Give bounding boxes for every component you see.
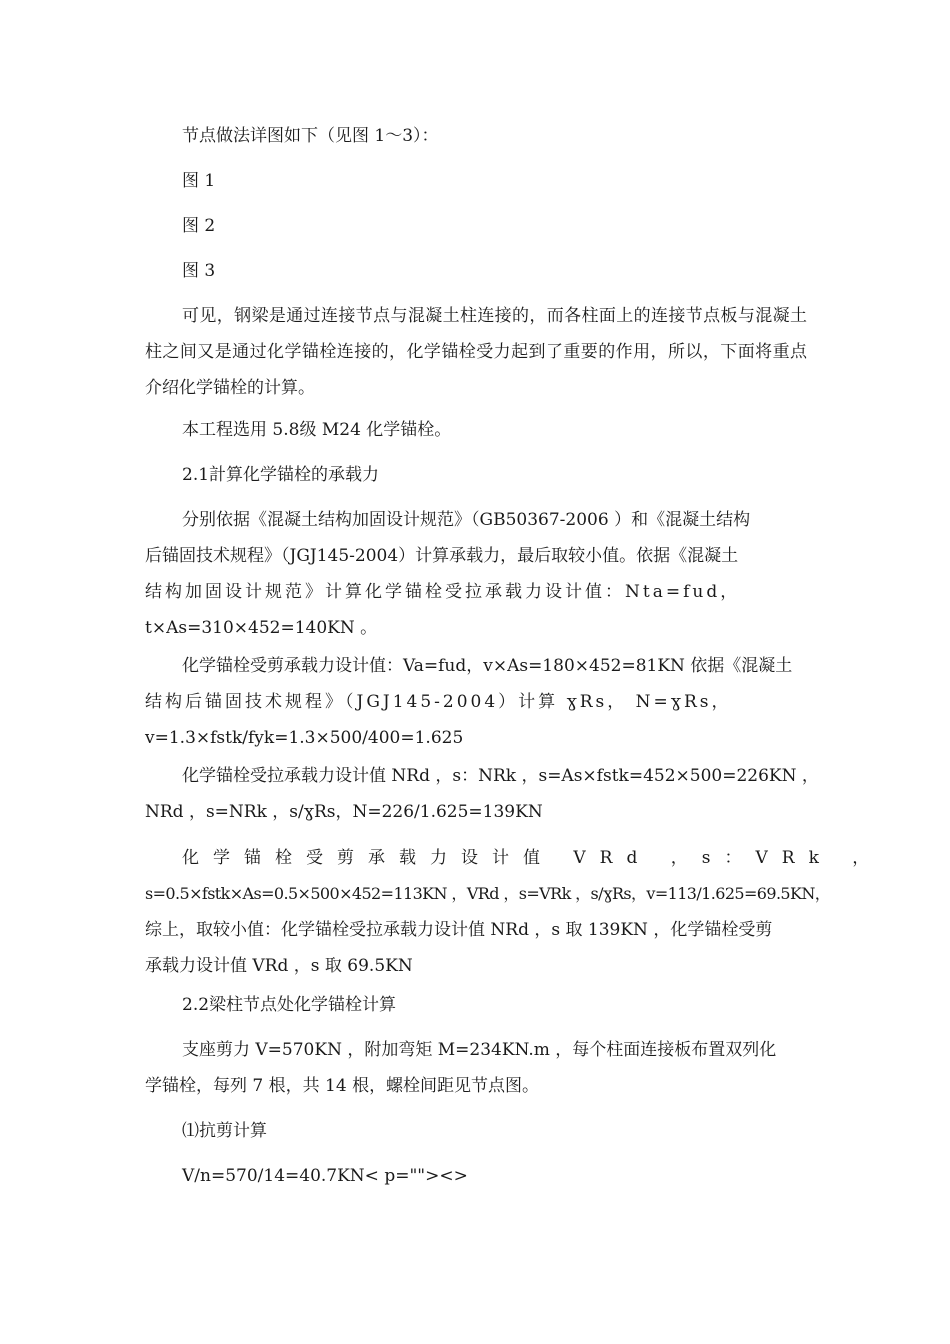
paragraph-tension-design bbox=[145, 758, 819, 830]
paragraph-shear-line-1: 化学锚栓受剪承载力设计值：Va=fud，v×As=180×452=81KN 依据《混凝土 bbox=[182, 656, 793, 676]
paragraph-shear-design-line-4: 承载力设计值 VRd ，s 取 69.5KN bbox=[145, 956, 413, 976]
heading-shear-calc: ⑴抗剪计算 bbox=[182, 1121, 267, 1141]
paragraph-shear-line-2: 结构后锚固技术规程》（JGJ145-2004）计算 ɣRs， N=ɣRs， bbox=[145, 692, 732, 712]
figure-1-caption: 图 1 bbox=[182, 171, 216, 191]
paragraph-shear-capacity bbox=[145, 648, 807, 756]
paragraph-basis-line-1: 分别依据《混凝土结构加固设计规范》（GB50367-2006 ）和《混凝土结构 bbox=[182, 510, 751, 530]
paragraph-tension-line-1: 化学锚栓受拉承载力设计值 NRd ，s：NRk ，s=As×fstk=452×500=226KN ， bbox=[182, 766, 819, 786]
paragraph-basis-line-2: 后锚固技术规程》（JGJ145-2004）计算承载力，最后取较小值。依据《混凝土 bbox=[145, 546, 739, 566]
intro-paragraph: 节点做法详图如下（见图 1～3）： bbox=[182, 126, 439, 146]
paragraph-visible: 可见，钢梁是通过连接节点与混凝土柱连接的，而各柱面上的连接节点板与混凝土柱之间又是通过化学锚栓连接的，化学锚栓受力起到了重要的作用，所以，下面将重点介绍化学锚栓的计算。 bbox=[145, 306, 807, 398]
figure-3-caption: 图 3 bbox=[182, 261, 216, 281]
formula-vn: V/n=570/14=40.7KN< p=""><> bbox=[182, 1166, 468, 1186]
paragraph-support-line-1: 支座剪力 V=570KN ，附加弯矩 M=234KN.m ，每个柱面连接板布置双列化 bbox=[182, 1040, 777, 1060]
heading-2-1: 2.1計算化学锚栓的承载力 bbox=[182, 465, 380, 485]
paragraph-shear-design-line-2: s=0.5×fstk×As=0.5×500×452=113KN ，VRd ，s=VRk ，s/ɣRs，v=113/1.625=69.5KN， bbox=[145, 884, 831, 903]
paragraph-basis-line-3: 结构加固设计规范》计算化学锚栓受拉承载力设计值：Nta=fud， bbox=[145, 582, 741, 602]
paragraph-tension-line-2: NRd ，s=NRk ，s/ɣRs，N=226/1.625=139KN bbox=[145, 802, 543, 822]
paragraph-shear-line-3: v=1.3×fstk/fyk=1.3×500/400=1.625 bbox=[145, 728, 464, 748]
figure-2-caption: 图 2 bbox=[182, 216, 216, 236]
paragraph-basis-line-4: t×As=310×452=140KN 。 bbox=[145, 618, 378, 638]
paragraph-support-line-2: 学锚栓，每列 7 根，共 14 根，螺栓间距见节点图。 bbox=[145, 1076, 540, 1096]
paragraph-shear-design-line-1: 化学锚栓受剪承载力设计值 VRd ，s：VRk ， bbox=[182, 848, 884, 868]
paragraph-basis bbox=[145, 502, 807, 646]
heading-2-2: 2.2梁柱节点处化学锚栓计算 bbox=[182, 995, 397, 1015]
paragraph-shear-design bbox=[145, 840, 884, 984]
paragraph-shear-design-line-3: 综上，取较小值：化学锚栓受拉承载力设计值 NRd ，s 取 139KN ，化学锚栓受剪 bbox=[145, 920, 773, 940]
paragraph-support-shear bbox=[145, 1032, 807, 1104]
paragraph-anchor-selection: 本工程选用 5.8级 M24 化学锚栓。 bbox=[182, 420, 452, 440]
